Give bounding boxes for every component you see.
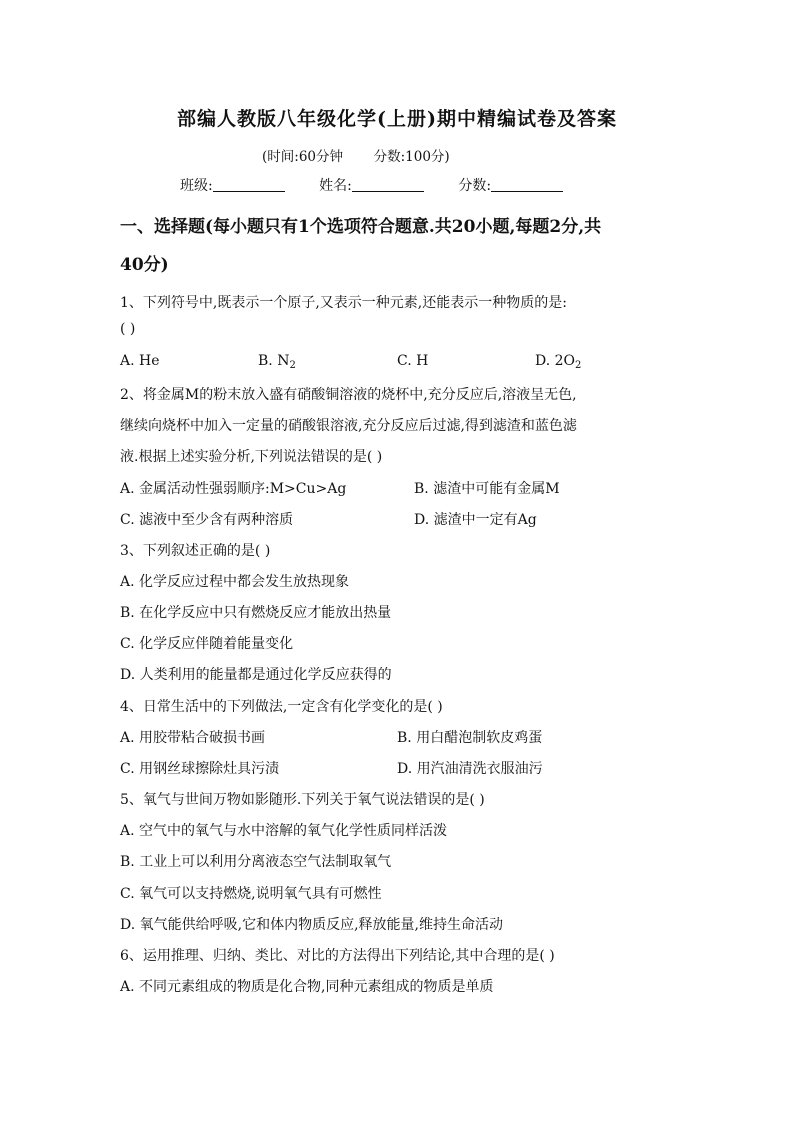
q2-option-b: B. 滤渣中可能有金属M [414, 481, 560, 497]
page-title: 部编人教版八年级化学(上册)期中精编试卷及答案 [177, 108, 617, 130]
q2-option-d: D. 滤渣中一定有Ag [414, 512, 537, 528]
question-4-stem: 4、日常生活中的下列做法,一定含有化学变化的是( ) [120, 699, 443, 715]
class-blank [213, 176, 285, 192]
score-blank [491, 176, 563, 192]
question-2-stem: 2、将金属M的粉末放入盛有硝酸铜溶液的烧杯中,充分反应后,溶液呈无色, [120, 387, 577, 403]
question-3-stem: 3、下列叙述正确的是( ) [120, 543, 271, 559]
exam-meta [262, 145, 450, 165]
q4-option-a: A. 用胶带粘合破损书画 [120, 730, 266, 746]
q5-option-d: D. 氧气能供给呼吸,它和体内物质反应,释放能量,维持生命活动 [120, 917, 503, 933]
q1-option-d: D. $2O_2$ [535, 353, 582, 371]
q5-option-a: A. 空气中的氧气与水中溶解的氧气化学性质同样活泼 [120, 823, 448, 839]
q1-option-a: A. He [120, 353, 160, 369]
time-label: (时间:60分钟 [262, 149, 343, 165]
score-field-label: 分数: [458, 178, 492, 194]
score-label: 分数:100分) [373, 149, 450, 165]
q3-option-c: C. 化学反应伴随着能量变化 [120, 636, 294, 652]
class-label: 班级: [180, 178, 213, 194]
q2-option-c: C. 滤液中至少含有两种溶质 [120, 512, 294, 528]
name-blank [352, 176, 424, 192]
section-heading-line: 40分) [120, 255, 169, 275]
student-info-line [180, 175, 563, 195]
q4-option-d: D. 用汽油清洗衣服油污 [397, 761, 543, 777]
q3-option-b: B. 在化学反应中只有燃烧反应才能放出热量 [120, 605, 392, 621]
question-1-stem: ( ) [120, 321, 136, 337]
q5-option-b: B. 工业上可以利用分离液态空气法制取氧气 [120, 854, 392, 870]
q1-option-c: C. H [397, 353, 429, 369]
name-label: 姓名: [319, 178, 352, 194]
q2-option-a: A. 金属活动性强弱顺序:M>Cu>Ag [120, 481, 347, 497]
q4-option-c: C. 用钢丝球擦除灶具污渍 [120, 761, 280, 777]
q5-option-c: C. 氧气可以支持燃烧,说明氧气具有可燃性 [120, 886, 382, 902]
q1-option-b: B. $N_2$ [258, 353, 296, 371]
question-5-stem: 5、氧气与世间万物如影随形.下列关于氧气说法错误的是( ) [120, 792, 485, 808]
q6-option-a: A. 不同元素组成的物质是化合物,同种元素组成的物质是单质 [120, 979, 494, 995]
q3-option-d: D. 人类利用的能量都是通过化学反应获得的 [120, 667, 392, 683]
question-1-stem: 1、下列符号中,既表示一个原子,又表示一种元素,还能表示一种物质的是: [120, 295, 567, 311]
question-6-stem: 6、运用推理、归纳、类比、对比的方法得出下列结论,其中合理的是( ) [120, 948, 555, 964]
question-2-stem: 继续向烧杯中加入一定量的硝酸银溶液,充分反应后过滤,得到滤渣和蓝色滤 [120, 418, 577, 434]
q4-option-b: B. 用白醋泡制软皮鸡蛋 [397, 730, 543, 746]
q3-option-a: A. 化学反应过程中都会发生放热现象 [120, 574, 350, 590]
section-heading [120, 208, 690, 284]
question-2-stem: 液.根据上述实验分析,下列说法错误的是( ) [120, 449, 383, 465]
section-heading-line: 一、选择题(每小题只有1个选项符合题意.共20小题,每题2分,共 [120, 217, 602, 237]
